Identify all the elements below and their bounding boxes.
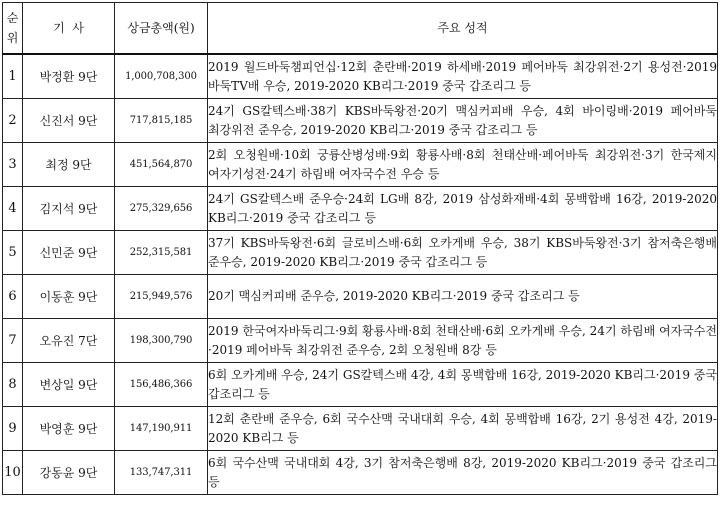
prize-total-cell: 133,747,311 [115,451,208,495]
achievements-cell: 24기 GS칼텍스배·38기 KBS바둑왕전·20기 맥심커피배 우승, 4회 바이링배·2019 페어바둑 최강위전 준우승, 2019-2020 KB리그·2019 중국 갑조리그 등 [208,99,718,143]
rank-cell: 2 [3,99,23,143]
rank-cell: 7 [3,319,23,363]
table-row [3,363,718,407]
prize-total-cell: 147,190,911 [115,407,208,451]
table-row [3,451,718,495]
prize-ranking-table [2,2,718,495]
player-name-cell: 김지석 9단 [23,187,115,231]
rank-cell: 6 [3,275,23,319]
table-row [3,143,718,187]
achievements-cell: 24기 GS칼텍스배 준우승·24회 LG배 8강, 2019 삼성화재배·4회 몽백합배 16강, 2019-2020 KB리그·2019 중국 갑조리그 등 [208,187,718,231]
player-name-cell: 신진서 9단 [23,99,115,143]
achievements-header: 주요 성적 [208,3,718,55]
player-name-cell: 최정 9단 [23,143,115,187]
rank-cell: 9 [3,407,23,451]
table-row [3,319,718,363]
rank-header-line2: 위 [6,31,19,45]
achievements-cell: 2019 한국여자바둑리그·9회 황룡사배·8회 천태산배·6회 오카게배 우승, 24기 하림배 여자국수전·2019 페어바둑 최강위전 준우승, 2회 오청원배 8강 등 [208,319,718,363]
rank-header-line1: 순 [6,11,19,25]
table-row [3,275,718,319]
prize-total-cell: 717,815,185 [115,99,208,143]
player-name-cell: 신민준 9단 [23,231,115,275]
rank-cell: 1 [3,54,23,99]
prize-total-cell: 275,329,656 [115,187,208,231]
rank-header [3,3,23,55]
achievements-cell: 37기 KBS바둑왕전·6회 글로비스배·6회 오카게배 우승, 38기 KBS바둑왕전·3기 참저축은행배 준우승, 2019-2020 KB리그·2019 중국 갑조리그 등 [208,231,718,275]
player-name-cell: 이동훈 9단 [23,275,115,319]
achievements-cell: 2회 오청원배·10회 궁륭산병성배·9회 황룡사배·8회 천태산배·페어바둑 최강위전·3기 한국제지 여자기성전·24기 하림배 여자국수전 우승 등 [208,143,718,187]
rank-cell: 5 [3,231,23,275]
player-name-cell: 박정환 9단 [23,54,115,99]
prize-total-cell: 156,486,366 [115,363,208,407]
table-row [3,99,718,143]
rank-cell: 3 [3,143,23,187]
player-name-cell: 변상일 9단 [23,363,115,407]
rank-cell: 8 [3,363,23,407]
achievements-cell: 6회 오카게배 우승, 24기 GS칼텍스배 4강, 4회 몽백합배 16강, 2019-2020 KB리그·2019 중국 갑조리그 등 [208,363,718,407]
table-row [3,407,718,451]
player-name-cell: 박영훈 9단 [23,407,115,451]
prize-total-cell: 215,949,576 [115,275,208,319]
achievements-cell: 20기 맥심커피배 준우승, 2019-2020 KB리그·2019 중국 갑조리그 등 [208,275,718,319]
prize-total-cell: 1,000,708,300 [115,54,208,99]
player-header: 기 사 [23,3,115,55]
rank-cell: 4 [3,187,23,231]
prize-total-cell: 451,564,870 [115,143,208,187]
prize-header: 상금총액(원) [115,3,208,55]
achievements-cell: 2019 월드바둑챔피언십·12회 춘란배·2019 하세배·2019 페어바둑 최강위전·2기 용성전·2019 바둑TV배 우승, 2019-2020 KB리그·2019 중국 갑조리그 등 [208,54,718,99]
player-name-cell: 오유진 7단 [23,319,115,363]
player-name-cell: 강동윤 9단 [23,451,115,495]
header-row [3,3,718,55]
table-row [3,54,718,99]
achievements-cell: 12회 춘란배 준우승, 6회 국수산맥 국내대회 우승, 4회 몽백합배 16강, 2기 용성전 4강, 2019-2020 KB리그 등 [208,407,718,451]
achievements-cell: 6회 국수산맥 국내대회 4강, 3기 참저축은행배 8강, 2019-2020 KB리그·2019 중국 갑조리그 등 [208,451,718,495]
prize-total-cell: 252,315,581 [115,231,208,275]
rank-cell: 10 [3,451,23,495]
prize-total-cell: 198,300,790 [115,319,208,363]
table-row [3,231,718,275]
table-row [3,187,718,231]
